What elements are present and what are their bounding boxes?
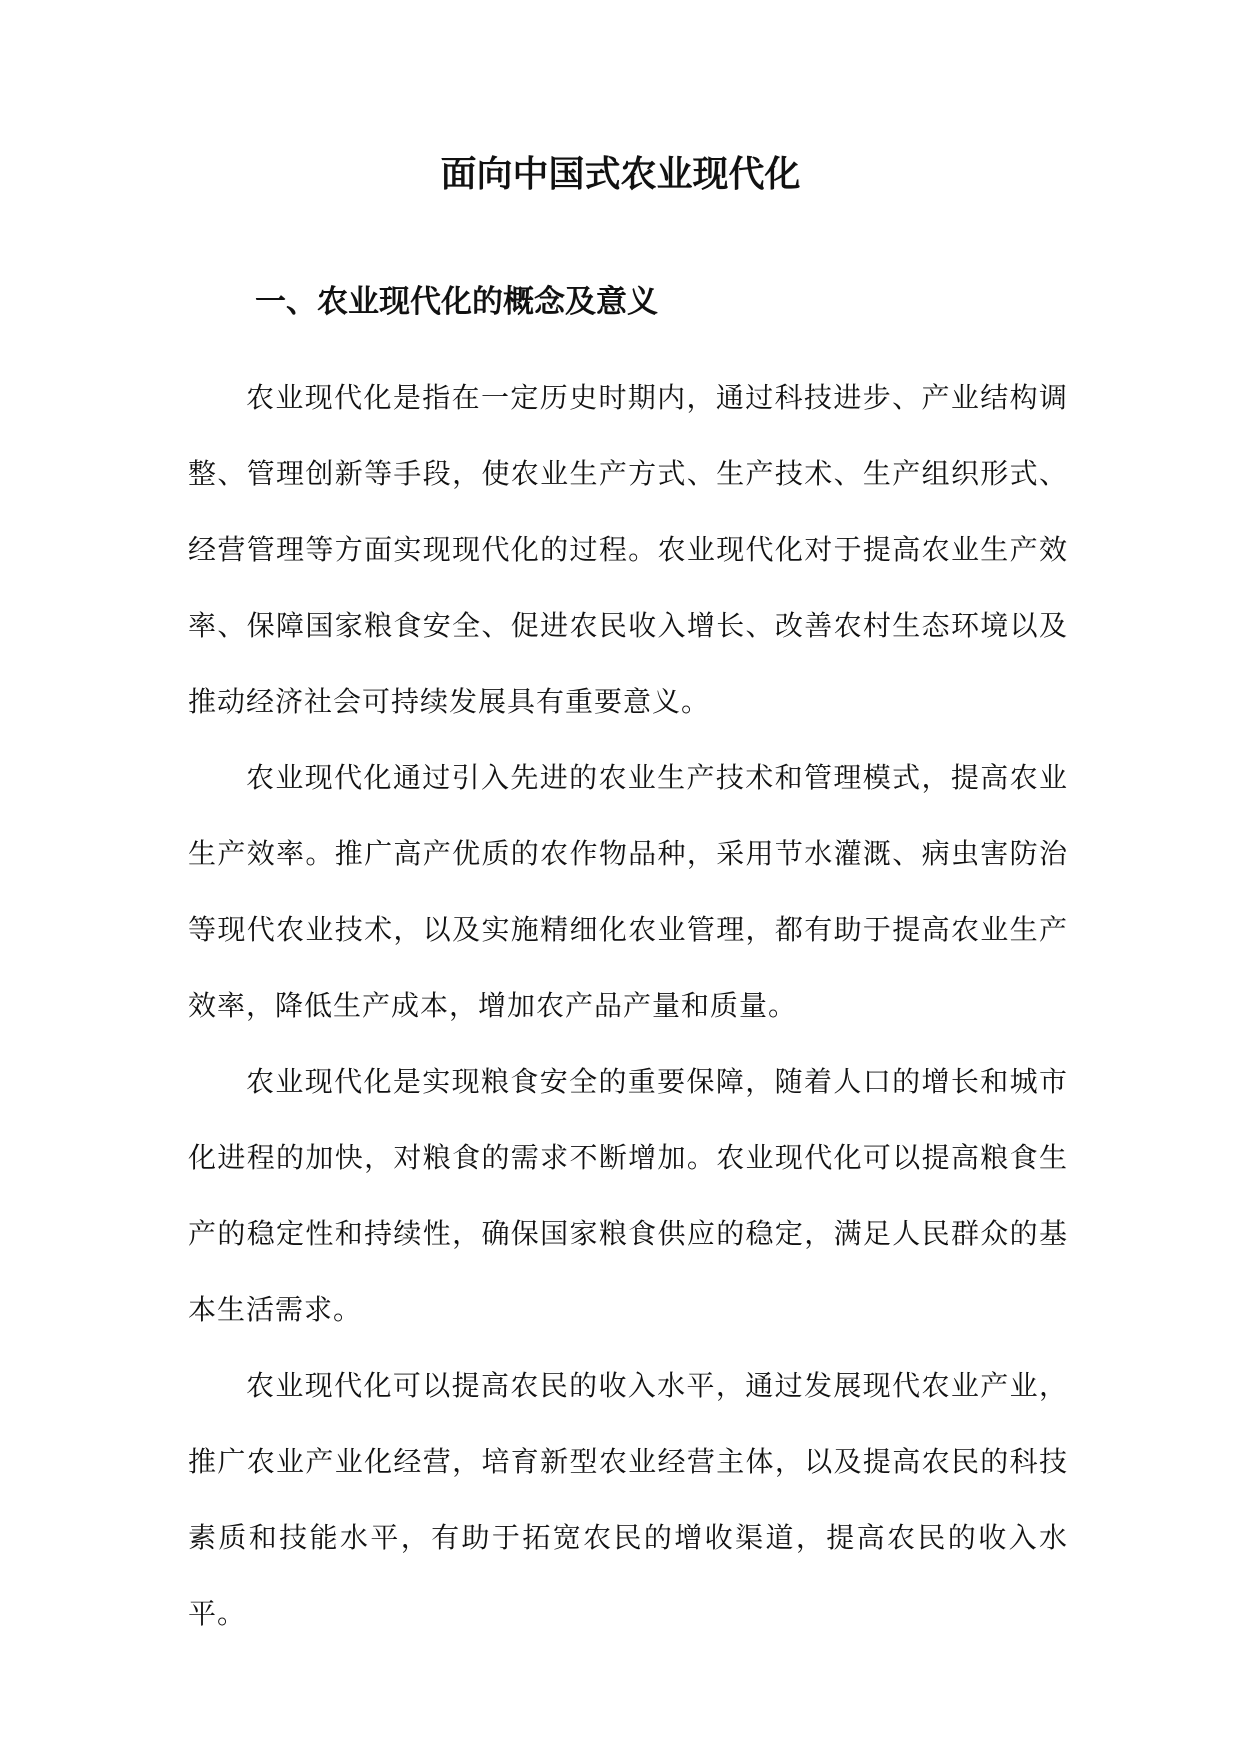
document-body (188, 360, 1068, 1652)
paragraph-4: 农业现代化可以提高农民的收入水平，通过发展现代农业产业，推广农业产业化经营，培育新型农业经营主体，以及提高农民的科技素质和技能水平，有助于拓宽农民的增收渠道，提高农民的收入水平。 (188, 1369, 1068, 1630)
paragraph-2: 农业现代化通过引入先进的农业生产技术和管理模式，提高农业生产效率。推广高产优质的农作物品种，采用节水灌溉、病虫害防治等现代农业技术，以及实施精细化农业管理，都有助于提高农业生产效率，降低生产成本，增加农产品产量和质量。 (188, 761, 1068, 1022)
paragraph-1: 农业现代化是指在一定历史时期内，通过科技进步、产业结构调整、管理创新等手段，使农业生产方式、生产技术、生产组织形式、经营管理等方面实现现代化的过程。农业现代化对于提高农业生产效率、保障国家粮食安全、促进农民收入增长、改善农村生态环境以及推动经济社会可持续发展具有重要意义。 (188, 381, 1068, 718)
paragraph-3: 农业现代化是实现粮食安全的重要保障，随着人口的增长和城市化进程的加快，对粮食的需求不断增加。农业现代化可以提高粮食生产的稳定性和持续性，确保国家粮食供应的稳定，满足人民群众的基本生活需求。 (188, 1065, 1068, 1326)
section-heading: 一、农业现代化的概念及意义 (255, 284, 658, 320)
document-title: 面向中国式农业现代化 (440, 154, 801, 195)
